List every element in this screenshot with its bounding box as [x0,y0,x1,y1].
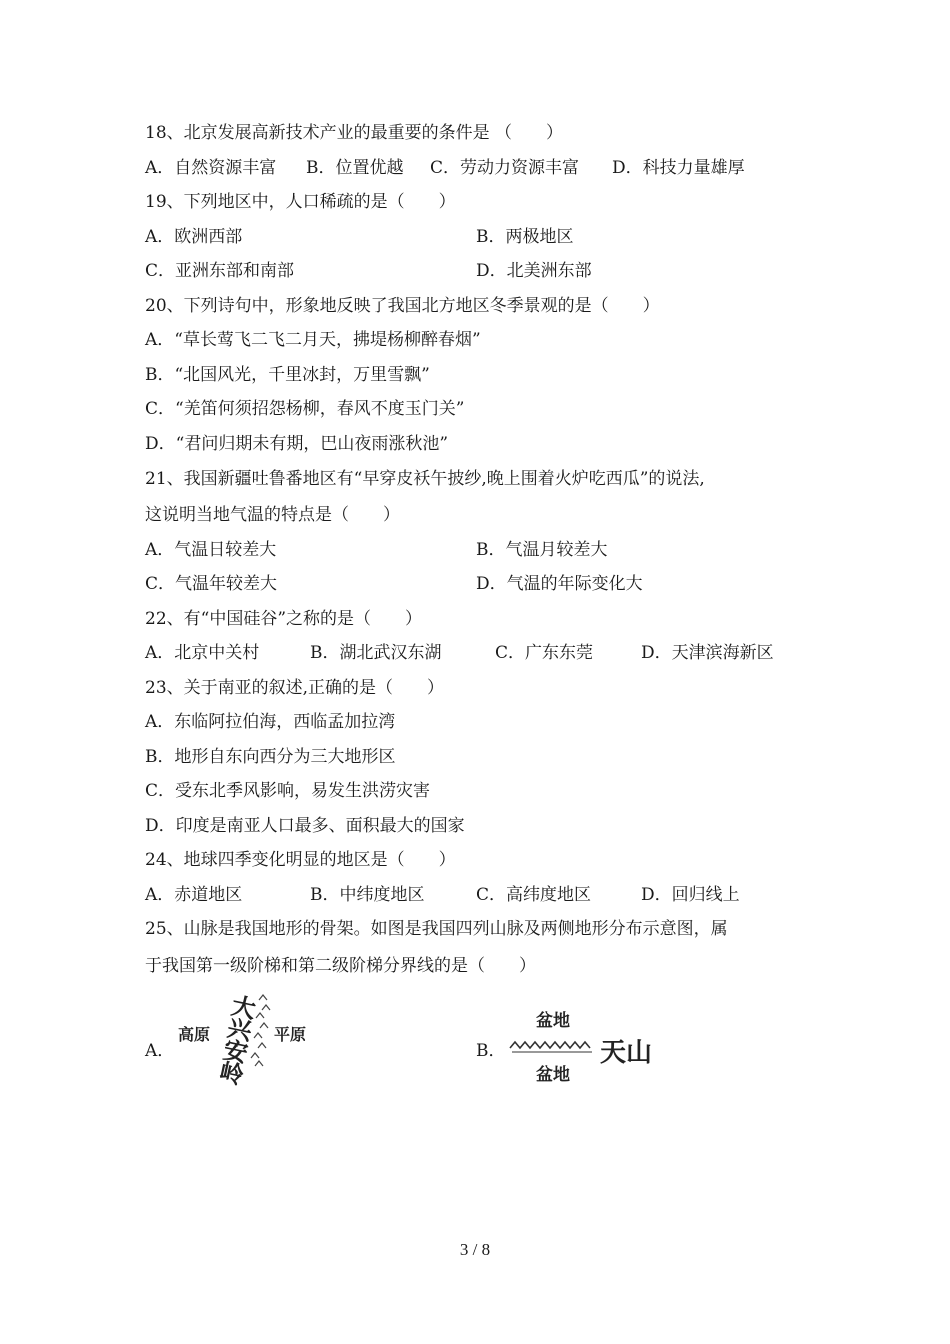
q19-option-a: A．欧洲西部 [145,227,243,247]
q21-stem-line1: 21、我国新疆吐鲁番地区有“早穿皮袄午披纱,晚上围着火炉吃西瓜”的说法, [145,469,705,489]
figure-b-mountain-symbols [508,1036,598,1056]
q21-option-d: D．气温的年际变化大 [476,574,643,594]
q22-stem: 22、有“中国硅谷”之称的是（ ） [145,609,423,629]
q22-option-b: B．湖北武汉东湖 [310,643,442,663]
q21-stem-line2: 这说明当地气温的特点是（ ） [145,505,400,525]
figure-a-left-label: 高原 [178,1025,211,1044]
figure-a-char-1: 大 [228,991,259,1025]
q25-stem-line2: 于我国第一级阶梯和第二级阶梯分界线的是（ ） [145,956,536,976]
q21-option-c: C．气温年较差大 [145,574,278,594]
figure-a-char-3: 安 [220,1035,251,1069]
q22-option-a: A．北京中关村 [145,643,260,663]
figure-b-range-name: 天山 [600,1038,653,1068]
q20-option-a: A．“草长莺飞二飞二月天，拂堤杨柳醉春烟” [145,330,481,350]
figure-a-mountain-symbols [176,988,316,1088]
q24-option-b: B．中纬度地区 [310,885,425,905]
q20-option-c: C．“羌笛何须招怨杨柳，春风不度玉门关” [145,399,465,419]
q24-option-c: C．高纬度地区 [476,885,592,905]
q25-option-a: A． [145,1041,175,1061]
q23-option-a: A．东临阿拉伯海，西临孟加拉湾 [145,712,396,732]
q18-option-c: C．劳动力资源丰富 [430,158,580,178]
q23-option-c: C．受东北季风影响，易发生洪涝灾害 [145,781,431,801]
figure-a-char-2: 兴 [224,1013,255,1047]
q22-option-d: D．天津滨海新区 [641,643,774,663]
q20-option-d: D．“君问归期未有期，巴山夜雨涨秋池” [145,434,449,454]
figure-a-char-4: 岭 [216,1057,247,1091]
figure-a-right-label: 平原 [274,1025,307,1044]
q25-stem-line1: 25、山脉是我国地形的骨架。如图是我国四列山脉及两侧地形分布示意图，属 [145,919,728,939]
q24-stem: 24、地球四季变化明显的地区是（ ） [145,850,456,870]
q18-stem: 18、北京发展高新技术产业的最重要的条件是 （ ） [145,123,564,143]
figure-b-bottom-label: 盆地 [536,1065,570,1085]
q25-option-b: B． [476,1041,506,1061]
q24-option-a: A．赤道地区 [145,885,243,905]
q19-option-c: C．亚洲东部和南部 [145,261,295,281]
q24-option-d: D．回归线上 [641,885,740,905]
q21-option-b: B．气温月较差大 [476,540,608,560]
q21-option-a: A．气温日较差大 [145,540,277,560]
q19-stem: 19、下列地区中，人口稀疏的是（ ） [145,192,456,212]
q18-option-b: B．位置优越 [306,158,404,178]
q23-option-b: B．地形自东向西分为三大地形区 [145,747,396,767]
page-number: 3 / 8 [459,1240,491,1259]
q19-option-d: D．北美洲东部 [476,261,592,281]
q22-option-c: C．广东东莞 [495,643,594,663]
q23-stem: 23、关于南亚的叙述,正确的是（ ） [145,678,445,698]
figure-a-da-xing-an-ling [176,988,316,1091]
q20-stem: 20、下列诗句中，形象地反映了我国北方地区冬季景观的是（ ） [145,296,660,316]
figure-b-tian-shan [508,1006,668,1086]
q18-option-a: A．自然资源丰富 [145,158,277,178]
q19-option-b: B．两极地区 [476,227,574,247]
figure-b-top-label: 盆地 [536,1011,570,1031]
q20-option-b: B．“北国风光，千里冰封，万里雪飘” [145,365,430,385]
q23-option-d: D．印度是南亚人口最多、面积最大的国家 [145,816,465,836]
q18-option-d: D．科技力量雄厚 [612,158,745,178]
